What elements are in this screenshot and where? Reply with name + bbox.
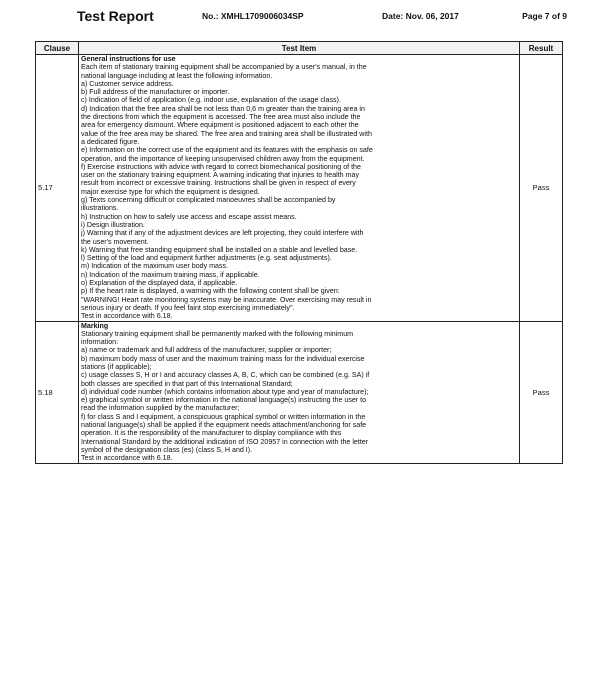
test-item-line: area for emergency dismount. Where equipment is positioned adjacent to each other the [81, 121, 359, 130]
column-header-test-item: Test Item [79, 42, 520, 55]
test-items-table [35, 41, 563, 464]
test-item-line: b) maximum body mass of user and the maximum training mass for the individual exercise [81, 354, 365, 363]
test-item-line: value of the free area may be shared. The free area and training area shall be illustrated with [81, 129, 372, 138]
test-item-line: o) Explanation of the displayed data, if applicable. [81, 279, 238, 288]
test-item-text [79, 55, 520, 322]
test-item-line: Test in accordance with 6.18. [81, 312, 173, 321]
table-row [36, 321, 563, 463]
clause-number: 5.18 [36, 321, 79, 463]
test-item-line: m) Indication of the maximum user body mass. [81, 262, 229, 271]
test-item-line: a) name or trademark and full address of the manufacturer, supplier or importer; [81, 346, 332, 355]
table-row [36, 55, 563, 322]
test-item-line: national language(s) shall be applied if the equipment needs attachment/anchoring for safe [81, 421, 367, 430]
test-item-line: c) usage classes S, H or I and accuracy classes A, B, C, which can be combined (e.g. SA) if [81, 371, 370, 380]
test-item-line: the user's movement. [81, 237, 149, 246]
test-item-line: d) Indication that the free area shall be not less than 0,6 m greater than the training area in [81, 104, 365, 113]
column-header-clause: Clause [36, 42, 79, 55]
test-item-line: Stationary training equipment shall be permanently marked with the following minimum [81, 329, 354, 338]
test-item-line: illustrations. [81, 204, 119, 213]
test-item-line: result from incorrect or excessive training. Instructions shall be given in respect of every [81, 179, 356, 188]
test-item-line: a) Customer service address. [81, 79, 174, 88]
test-item-line: i) Design illustration. [81, 220, 145, 229]
test-item-line: Test in accordance with 6.18. [81, 454, 173, 463]
test-item-line: operation. It is the responsibility of the manufacturer to display compliance with this [81, 429, 342, 438]
test-item-line: j) Warning that if any of the adjustment devices are left projecting, they could interfere with [81, 229, 364, 238]
clause-number: 5.17 [36, 55, 79, 322]
test-item-line: h) Instruction on how to safely use access and escape assist means. [81, 212, 297, 221]
test-item-line: major exercise type for which the equipment is designed. [81, 187, 260, 196]
test-item-line: stations (if applicable); [81, 362, 152, 371]
test-item-line: c) Indication of field of application (e.g. indoor use, explanation of the usage class). [81, 96, 341, 105]
test-item-line: read the information supplied by the manufacturer; [81, 404, 240, 413]
result-value: Pass [520, 55, 563, 322]
test-item-line: Each item of stationary training equipment shall be accompanied by a user's manual, in the [81, 63, 367, 72]
test-item-line: e) Information on the correct use of the equipment and its features with the emphasis on safe [81, 146, 373, 155]
test-item-line: "WARNING! Heart rate monitoring systems may be inaccurate. Over exercising may result in [81, 295, 372, 304]
report-header [77, 8, 567, 28]
test-item-line: f) Exercise instructions with advice with regard to correct biomechanical positioning of the [81, 162, 361, 171]
test-item-line: serious injury or death. If you feel faint stop exercising immediately". [81, 303, 295, 312]
test-item-line: operation, and the importance of keeping unsupervised children away from the equipment. [81, 154, 365, 163]
report-title: Test Report [77, 8, 154, 24]
test-item-line: f) for class S and I equipment, a conspicuous graphical symbol or written information in the [81, 412, 366, 421]
test-item-line: p) If the heart rate is displayed, a warning with the following content shall be given: [81, 287, 340, 296]
test-item-line: l) Setting of the load and equipment further adjustments (e.g. seat adjustments). [81, 254, 332, 263]
table-header-row [36, 42, 563, 55]
test-item-line: information: [81, 338, 119, 347]
test-item-line: e) graphical symbol or written information in the national language(s) instructing the user to [81, 396, 367, 405]
report-number: No.: XMHL1709006034SP [202, 11, 304, 21]
test-item-line: International Standard by the additional indication of ISO 20957 in connection with the letter [81, 437, 369, 446]
test-item-line: n) Indication of the maximum training mass, if applicable. [81, 270, 260, 279]
test-item-line: user on the stationary training equipment. A warning indicating that injuries to health may [81, 171, 360, 180]
test-item-line: the directions from which the equipment is accessed. The free area must also include the [81, 113, 361, 122]
test-item-title: Marking [81, 321, 109, 330]
test-item-line: both classes are specified in that part of this International Standard; [81, 379, 293, 388]
test-item-line: g) Texts concerning difficult or complicated manoeuvres shall be accompanied by [81, 196, 336, 205]
page-number: Page 7 of 9 [522, 11, 567, 21]
test-item-title: General instructions for use [81, 55, 176, 63]
test-item-text [79, 321, 520, 463]
result-value: Pass [520, 321, 563, 463]
test-item-line: a dedicated figure. [81, 137, 140, 146]
column-header-result: Result [520, 42, 563, 55]
test-item-line: d) individual code number (which contains information about type and year of manufacture); [81, 387, 369, 396]
test-item-line: k) Warning that free standing equipment shall be installed on a stable and levelled base. [81, 245, 358, 254]
test-item-line: b) Full address of the manufacturer or importer. [81, 88, 230, 97]
test-item-line: symbol of the designation class (es) (class S, H and I). [81, 445, 253, 454]
test-item-line: national language including at least the following information. [81, 71, 273, 80]
report-date: Date: Nov. 06, 2017 [382, 11, 459, 21]
